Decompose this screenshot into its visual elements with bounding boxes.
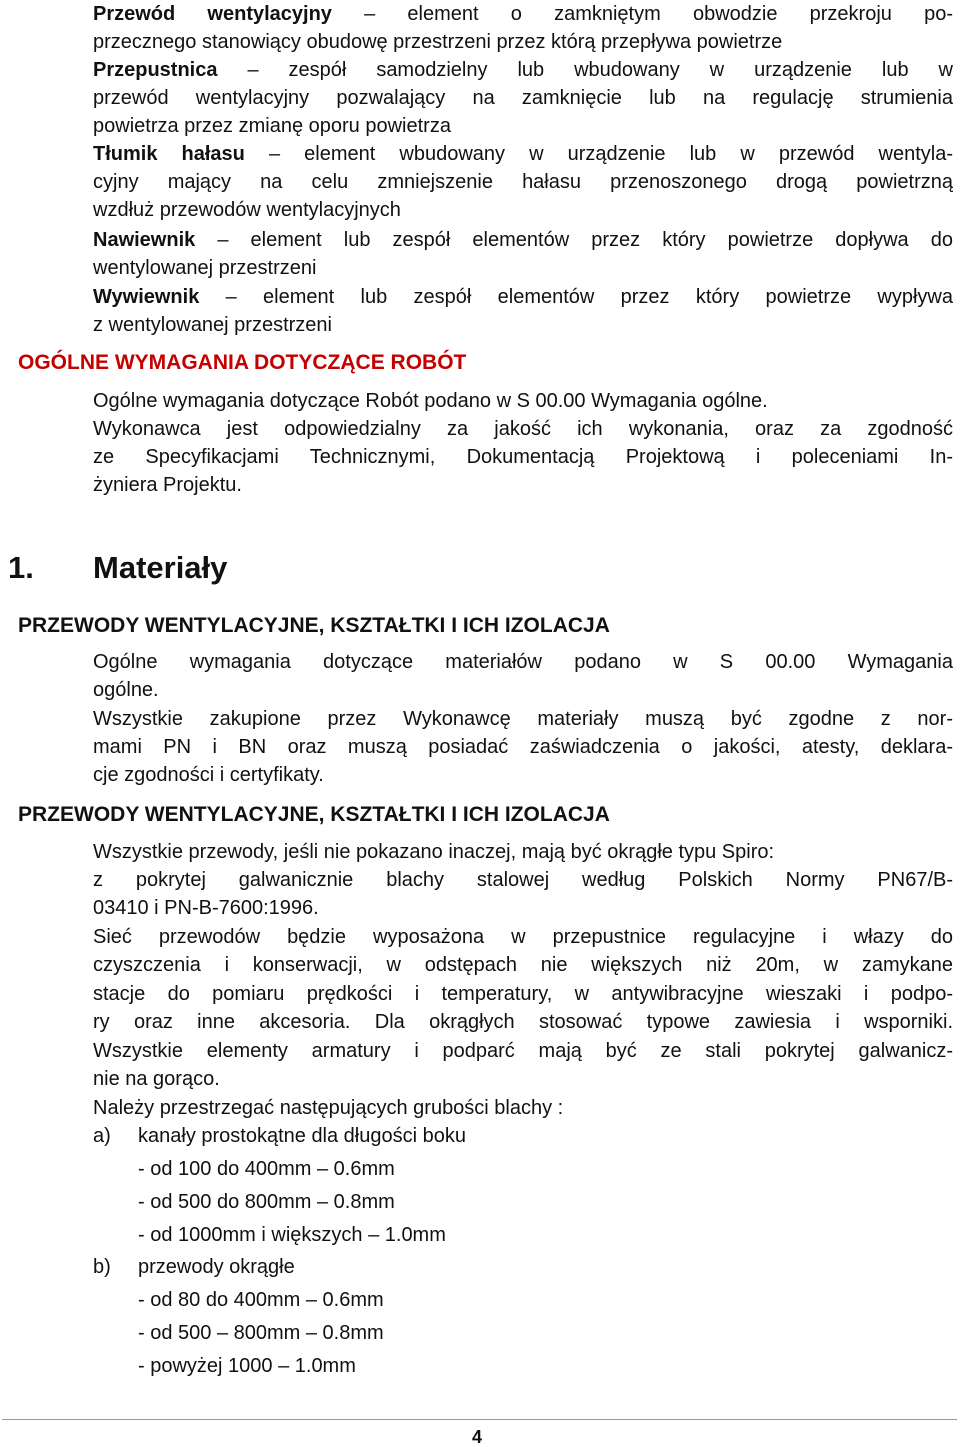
paragraph-line: ogólne. [93, 679, 159, 701]
paragraph-line: nie na gorąco. [93, 1068, 220, 1090]
paragraph-line: Ogólne wymagania dotyczące materiałów podano w S 00.00 Wymagania [93, 651, 953, 673]
paragraph-line: czyszczenia i konserwacji, w odstępach nie większych niż 20m, w zamykane [93, 954, 953, 976]
definition-line: Przepustnica – zespół samodzielny lub wbudowany w urządzenie lub w [93, 59, 953, 81]
definition-line: Tłumik hałasu – element wbudowany w urządzenie lub w przewód wentyla- [93, 143, 953, 165]
definition-line: Wywiewnik – element lub zespół elementów przez który powietrze wypływa [93, 286, 953, 308]
section-heading-general-requirements: OGÓLNE WYMAGANIA DOTYCZĄCE ROBÓT [18, 351, 467, 374]
definition-term: Przewód wentylacyjny [93, 3, 332, 25]
definition-term: Wywiewnik [93, 286, 200, 308]
paragraph-line: Sieć przewodów będzie wyposażona w przepustnice regulacyjne i włazy do [93, 926, 953, 948]
definition-line: przewód wentylacyjny pozwalający na zamknięcie lub na regulację strumienia [93, 87, 953, 109]
list-subitem: - od 100 do 400mm – 0.6mm [138, 1158, 395, 1180]
list-subitem: - od 500 do 800mm – 0.8mm [138, 1191, 395, 1213]
definition-term: Nawiewnik [93, 229, 196, 251]
definition-line: powietrza przez zmianę oporu powietrza [93, 115, 451, 137]
section-title [8, 548, 228, 588]
definition-line: z wentylowanej przestrzeni [93, 314, 332, 336]
definition-term: Przepustnica [93, 59, 218, 81]
paragraph-line: Wszystkie elementy armatury i podparć mają być ze stali pokrytej galwanicz- [93, 1040, 953, 1062]
list-item: kanały prostokątne dla długości boku [138, 1125, 466, 1147]
paragraph-line: 03410 i PN-B-7600:1996. [93, 897, 319, 919]
list-subitem: - od 80 do 400mm – 0.6mm [138, 1289, 384, 1311]
paragraph-line: z pokrytej galwanicznie blachy stalowej według Polskich Normy PN67/B- [93, 869, 953, 891]
paragraph-line: Należy przestrzegać następujących grubości blachy : [93, 1097, 564, 1119]
definition-line: Przewód wentylacyjny – element o zamkniętym obwodzie przekroju po- [93, 3, 954, 25]
list-label: b) [93, 1256, 111, 1278]
paragraph-line: ze Specyfikacjami Technicznymi, Dokumentacją Projektową i poleceniami In- [93, 446, 953, 468]
subsection-heading: PRZEWODY WENTYLACYJNE, KSZTAŁTKI I ICH IZOLACJA [18, 614, 610, 637]
paragraph-line: mami PN i BN oraz muszą posiadać zaświadczenia o jakości, atesty, deklara- [93, 736, 953, 758]
paragraph-line: żyniera Projektu. [93, 474, 242, 496]
page-number: 4 [472, 1427, 483, 1447]
subsection-heading: PRZEWODY WENTYLACYJNE, KSZTAŁTKI I ICH IZOLACJA [18, 803, 610, 826]
footer-divider [2, 1419, 957, 1420]
list-subitem: - od 1000mm i większych – 1.0mm [138, 1224, 446, 1246]
paragraph-line: Wykonawca jest odpowiedzialny za jakość ich wykonania, oraz za zgodność [93, 418, 953, 440]
paragraph-line: ry oraz inne akcesoria. Dla okrągłych stosować typowe zawiesia i wsporniki. [93, 1011, 953, 1033]
paragraph-line: cje zgodności i certyfikaty. [93, 764, 324, 786]
definition-line: Nawiewnik – element lub zespół elementów przez który powietrze dopływa do [93, 229, 953, 251]
list-subitem: - powyżej 1000 – 1.0mm [138, 1355, 356, 1377]
list-label: a) [93, 1125, 111, 1147]
paragraph-line: Ogólne wymagania dotyczące Robót podano w S 00.00 Wymagania ogólne. [93, 390, 768, 412]
paragraph-line: stacje do pomiaru prędkości i temperatury, w antywibracyjne wieszaki i podpo- [93, 983, 953, 1005]
list-subitem: - od 500 – 800mm – 0.8mm [138, 1322, 384, 1344]
section-title-text: Materiały [93, 550, 228, 585]
definition-line: wzdłuż przewodów wentylacyjnych [93, 199, 401, 221]
definition-line: cyjny mający na celu zmniejszenie hałasu przenoszonego drogą powietrzną [93, 171, 953, 193]
definition-line: przecznego stanowiący obudowę przestrzeni przez którą przepływa powietrze [93, 31, 783, 53]
list-item: przewody okrągłe [138, 1256, 295, 1278]
definition-line: wentylowanej przestrzeni [93, 257, 317, 279]
section-number: 1. [8, 550, 34, 585]
definition-term: Tłumik hałasu [93, 143, 245, 165]
paragraph-line: Wszystkie zakupione przez Wykonawcę materiały muszą być zgodne z nor- [93, 708, 953, 730]
paragraph-line: Wszystkie przewody, jeśli nie pokazano inaczej, mają być okrągłe typu Spiro: [93, 841, 775, 863]
